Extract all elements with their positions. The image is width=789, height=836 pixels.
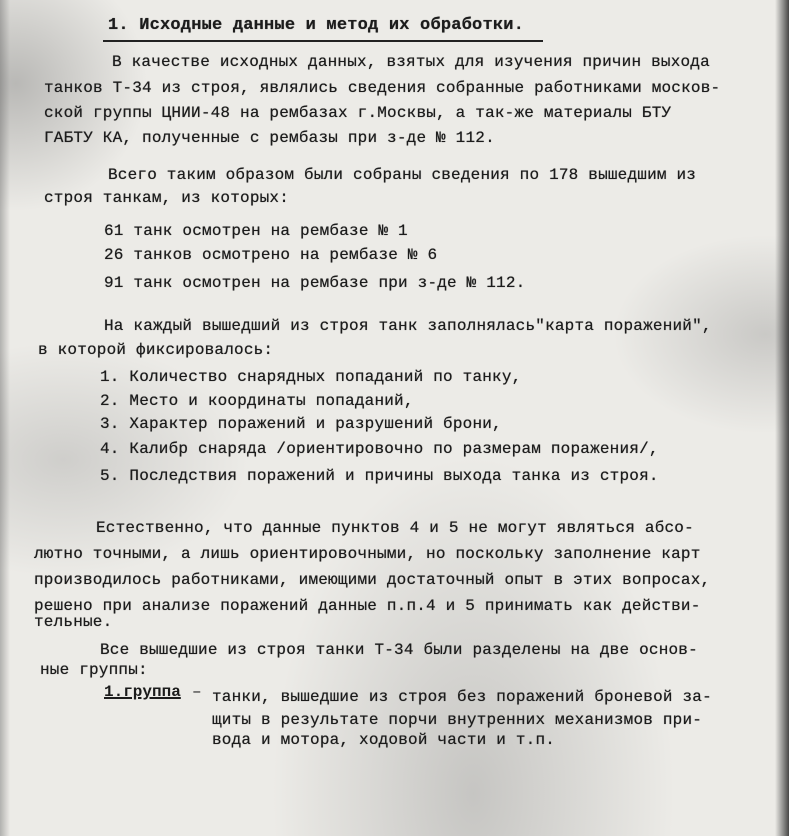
para1-line: В качестве исходных данных, взятых для изучения причин выхода [112,53,710,71]
para1-line: ГАБТУ КА, полученные с рембазы при з-де № 112. [44,129,495,147]
rembase-item: 26 танков осмотрено на рембазе № 6 [104,246,438,264]
page-edge-right [775,0,789,836]
para5-line: ные группы: [40,661,148,679]
para4-line: решено при анализе поражений данные п.п.4 и 5 принимать как действи- [34,597,701,615]
para4-line: Естественно, что данные пунктов 4 и 5 не могут являться абсо- [96,519,694,537]
para1-line: танков Т-34 из строя, являлись сведения собранные работниками москов- [44,79,721,97]
para2-line: строя танкам, из которых: [44,189,290,207]
group1-dash: – [192,683,202,701]
card-item: 5. Последствия поражений и причины выхода танка из строя. [100,467,659,485]
para5-line: Все вышедшие из строя танки Т-34 были разделены на две основ- [100,641,698,659]
section-title: 1. Исходные данные и метод их обработки. [108,16,525,35]
rembase-item: 61 танк осмотрен на рембазе № 1 [104,222,408,240]
card-item: 2. Место и координаты попаданий, [100,392,414,410]
para3-line: в которой фиксировалось: [38,341,274,359]
para1-line: ской группы ЦНИИ-48 на рембазах г.Москвы, а так-же материалы БТУ [44,104,672,122]
para2-line: Всего таким образом были собраны сведения по 178 вышедшим из [108,166,697,184]
title-underline [103,40,543,42]
para4-line: производилось работниками, имеющими достаточный опыт в этих вопросах, [34,571,711,589]
para4-line: лютно точными, а лишь ориентировочными, но поскольку заполнение карт [34,545,701,563]
para3-line: На каждый вышедший из строя танк заполнялась"карта поражений", [104,317,712,335]
card-item: 1. Количество снарядных попаданий по танку, [100,368,522,386]
group1-term: 1.группа [104,683,181,701]
group1-line: щиты в результате порчи внутренних механизмов при- [212,711,703,729]
page-shadow-left [0,0,10,836]
group1-line: вода и мотора, ходовой части и т.п. [212,731,556,749]
group1-line: танки, вышедшие из строя без поражений броневой за- [212,688,712,706]
card-item: 3. Характер поражений и разрушений брони, [100,415,502,433]
card-item: 4. Калибр снаряда /ориентировочно по размерам поражения/, [100,440,659,458]
rembase-item: 91 танк осмотрен на рембазе при з-де № 112. [104,274,526,292]
para4-line: тельные. [34,613,113,631]
